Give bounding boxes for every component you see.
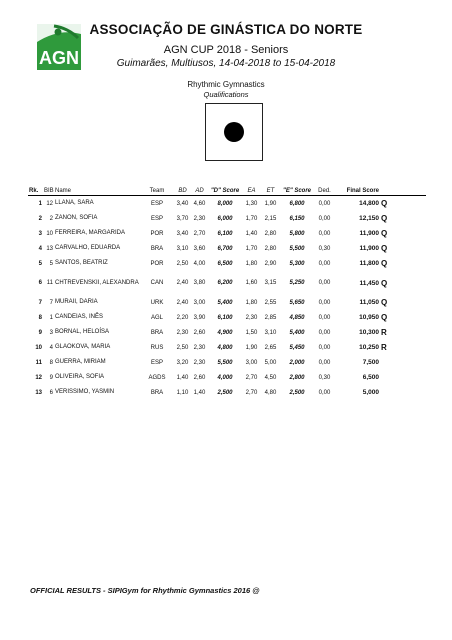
- et-value: 2,90: [264, 260, 277, 267]
- table-row: [28, 211, 426, 226]
- table-row: [28, 295, 426, 310]
- col-ded: Ded.: [318, 187, 331, 194]
- d-score: 6,700: [217, 245, 233, 252]
- rank: 13: [35, 389, 42, 396]
- table-row: [28, 340, 426, 355]
- col-bib: BIB: [44, 187, 54, 194]
- ea-value: 1,60: [245, 280, 258, 286]
- rank: 8: [38, 314, 42, 321]
- athlete-name: CANDEIAS, INÊS: [55, 314, 104, 320]
- rank: 5: [38, 260, 42, 267]
- deduction: 0,30: [318, 374, 331, 381]
- bib: 12: [46, 200, 53, 207]
- athlete-name: GUERRA, MIRIAM: [55, 359, 106, 365]
- col-et: ET: [266, 187, 275, 194]
- bib: 10: [46, 230, 53, 237]
- final-score: 6,500: [362, 374, 379, 381]
- rank: 12: [35, 374, 42, 381]
- col-qualification: [380, 186, 426, 196]
- rank: 9: [38, 329, 42, 336]
- bib: 9: [49, 374, 53, 381]
- final-score: 14,800: [359, 200, 379, 207]
- athlete-name: SANTOS, BEATRIZ: [55, 260, 108, 266]
- athlete-name: BORNAL, HELOÍSA: [55, 329, 110, 335]
- team: ESP: [150, 359, 163, 366]
- col-name: Name: [55, 187, 72, 194]
- d-score: 6,000: [217, 215, 233, 222]
- deduction: 0,00: [318, 260, 331, 267]
- ad-value: 2,30: [193, 359, 206, 366]
- ad-value: 2,60: [193, 374, 206, 381]
- results-table: [28, 186, 426, 400]
- ea-value: 1,50: [245, 329, 258, 336]
- bd-value: 1,10: [176, 389, 189, 396]
- d-score: 6,100: [217, 314, 233, 321]
- bib: 3: [49, 329, 53, 336]
- col-rank: Rk.: [29, 187, 39, 194]
- qualification-mark: Q: [381, 214, 388, 223]
- bd-value: 2,20: [176, 314, 189, 321]
- ad-value: 3,90: [193, 314, 206, 321]
- athlete-name: LLANA, SARA: [55, 200, 94, 206]
- table-row: [28, 325, 426, 340]
- et-value: 5,00: [264, 359, 277, 366]
- ea-value: 1,30: [245, 200, 258, 207]
- col-d-score: "D" Score: [210, 187, 240, 194]
- deduction: 0,00: [318, 280, 331, 286]
- e-score: 4,850: [289, 314, 305, 321]
- e-score: 5,650: [289, 299, 305, 306]
- final-score: 10,250: [359, 344, 379, 351]
- et-value: 4,50: [264, 374, 277, 381]
- team: URK: [150, 299, 164, 306]
- team: BRA: [150, 245, 164, 252]
- col-ad: AD: [195, 187, 204, 194]
- bib: 6: [49, 389, 53, 396]
- team: AGL: [150, 314, 163, 321]
- qualification-mark: Q: [381, 199, 388, 208]
- bd-value: 3,10: [176, 245, 189, 252]
- deduction: 0,00: [318, 215, 331, 222]
- bd-value: 3,20: [176, 359, 189, 366]
- table-row: [28, 370, 426, 385]
- rank: 11: [35, 359, 42, 366]
- organization-title: ASSOCIAÇÃO DE GINÁSTICA DO NORTE: [89, 22, 363, 37]
- bd-value: 2,50: [176, 344, 189, 351]
- rank: 3: [38, 230, 42, 237]
- et-value: 2,80: [264, 230, 277, 237]
- d-score: 4,800: [217, 344, 233, 351]
- et-value: 2,65: [264, 344, 277, 351]
- bib: 5: [49, 260, 53, 267]
- d-score: 2,500: [217, 389, 233, 396]
- e-score: 2,000: [289, 359, 305, 366]
- team: ESP: [150, 200, 163, 207]
- ea-value: 1,90: [245, 344, 258, 351]
- ad-value: 3,00: [193, 299, 206, 306]
- rank: 6: [38, 280, 42, 286]
- deduction: 0,00: [318, 200, 331, 207]
- qualification-mark: [380, 355, 426, 370]
- team: BRA: [150, 389, 164, 396]
- qualification-mark: R: [381, 343, 387, 352]
- table-row: [28, 241, 426, 256]
- bib: 1: [49, 314, 53, 321]
- qualification-mark: [380, 385, 426, 400]
- final-score: 11,050: [359, 299, 379, 306]
- deduction: 0,00: [318, 230, 331, 237]
- athlete-name: GLAOKOVA, MARIA: [55, 344, 111, 350]
- d-score: 4,000: [217, 374, 233, 381]
- bd-value: 2,30: [176, 329, 189, 336]
- table-row: [28, 226, 426, 241]
- et-value: 2,55: [264, 299, 277, 306]
- ad-value: 4,60: [193, 200, 206, 207]
- footer-official-results: OFFICIAL RESULTS - SIPIGym for Rhythmic Gymnastics 2016 @: [30, 586, 260, 595]
- col-bd: BD: [178, 187, 187, 194]
- ad-value: 3,60: [193, 245, 206, 252]
- team: BRA: [150, 329, 164, 336]
- athlete-name: CHTREVENSKII, ALEXANDRA: [55, 279, 139, 286]
- team: POR: [150, 230, 164, 237]
- qualification-mark: R: [381, 328, 387, 337]
- final-score: 11,900: [359, 230, 379, 237]
- et-value: 4,80: [264, 389, 277, 396]
- athlete-name: FERREIRA, MARGARIDA: [55, 230, 126, 236]
- bd-value: 3,40: [176, 230, 189, 237]
- qualification-mark: Q: [381, 313, 388, 322]
- d-score: 6,100: [217, 230, 233, 237]
- final-score: 5,000: [362, 389, 379, 396]
- d-score: 5,500: [217, 359, 233, 366]
- col-team: Team: [149, 187, 165, 194]
- e-score: 5,300: [289, 260, 305, 267]
- table-header: [28, 186, 426, 196]
- team: CAN: [150, 280, 164, 286]
- e-score: 2,500: [289, 389, 305, 396]
- bib: 13: [46, 245, 53, 252]
- bib: 11: [46, 280, 53, 286]
- d-score: 6,200: [217, 280, 233, 286]
- ea-value: 2,70: [245, 374, 258, 381]
- ball-icon: [224, 122, 244, 142]
- athlete-name: MURAII, DARIA: [55, 299, 98, 305]
- ea-value: 1,80: [245, 299, 258, 306]
- table-row: [28, 256, 426, 271]
- e-score: 5,800: [289, 230, 305, 237]
- team: ESP: [150, 215, 163, 222]
- e-score: 6,800: [289, 200, 305, 207]
- e-score: 6,150: [289, 215, 305, 222]
- rank: 1: [38, 200, 42, 207]
- deduction: 0,00: [318, 389, 331, 396]
- athlete-name: VERISSIMO, YASMIN: [55, 389, 115, 395]
- discipline: Rhythmic Gymnastics: [187, 80, 265, 89]
- d-score: 8,000: [217, 200, 233, 207]
- rank: 7: [38, 299, 42, 306]
- apparatus-box: [205, 103, 263, 161]
- table-row: [28, 385, 426, 400]
- qualification-mark: Q: [381, 278, 388, 288]
- ad-value: 2,30: [193, 344, 206, 351]
- team: AGDS: [148, 374, 166, 381]
- deduction: 0,00: [318, 344, 331, 351]
- col-e-score: "E" Score: [282, 187, 312, 194]
- et-value: 2,15: [264, 215, 277, 222]
- ad-value: 1,40: [193, 389, 206, 396]
- bd-value: 1,40: [176, 374, 189, 381]
- et-value: 2,80: [264, 245, 277, 252]
- d-score: 4,900: [217, 329, 233, 336]
- team: POR: [150, 260, 164, 267]
- et-value: 1,90: [264, 200, 277, 207]
- col-final-score: Final Score: [346, 187, 379, 194]
- table-row: [28, 355, 426, 370]
- deduction: 0,00: [318, 329, 331, 336]
- deduction: 0,00: [318, 359, 331, 366]
- ad-value: 4,00: [193, 260, 206, 267]
- bd-value: 3,70: [176, 215, 189, 222]
- et-value: 3,15: [264, 280, 277, 286]
- bd-value: 2,40: [176, 280, 189, 286]
- team: RUS: [150, 344, 164, 351]
- et-value: 3,10: [264, 329, 277, 336]
- competition-title: AGN CUP 2018 - Seniors: [163, 44, 289, 56]
- ea-value: 2,70: [245, 389, 258, 396]
- table-row: [28, 310, 426, 325]
- bib: 2: [49, 215, 53, 222]
- athlete-name: ZANON, SOFIA: [55, 215, 98, 221]
- venue-dates: Guimarães, Multiusos, 14-04-2018 to 15-04-2018: [116, 58, 336, 69]
- ea-value: 1,70: [245, 215, 258, 222]
- qualification-mark: Q: [381, 244, 388, 253]
- ea-value: 3,00: [245, 359, 258, 366]
- table-row: [28, 271, 426, 295]
- final-score: 10,950: [359, 314, 379, 321]
- ad-value: 3,80: [193, 280, 206, 286]
- final-score: 10,300: [359, 329, 379, 336]
- ea-value: 1,40: [245, 230, 258, 237]
- final-score: 11,450: [359, 279, 379, 287]
- rank: 4: [38, 245, 42, 252]
- qualification-mark: Q: [381, 259, 388, 268]
- bd-value: 2,40: [176, 299, 189, 306]
- final-score: 11,900: [359, 245, 379, 252]
- ad-value: 2,70: [193, 230, 206, 237]
- qualification-mark: Q: [381, 229, 388, 238]
- e-score: 5,450: [289, 344, 305, 351]
- rank: 10: [35, 344, 42, 351]
- deduction: 0,30: [318, 245, 331, 252]
- final-score: 11,800: [359, 260, 379, 267]
- bd-value: 2,50: [176, 260, 189, 267]
- final-score: 12,150: [359, 215, 379, 222]
- rank: 2: [38, 215, 42, 222]
- e-score: 5,400: [289, 329, 305, 336]
- bib: 7: [49, 299, 53, 306]
- ea-value: 1,70: [245, 245, 258, 252]
- deduction: 0,00: [318, 314, 331, 321]
- ad-value: 2,30: [193, 215, 206, 222]
- ea-value: 1,80: [245, 260, 258, 267]
- bib: 4: [49, 344, 53, 351]
- col-ea: EA: [247, 187, 256, 194]
- deduction: 0,00: [318, 299, 331, 306]
- et-value: 2,85: [264, 314, 277, 321]
- ea-value: 2,30: [245, 314, 258, 321]
- final-score: 7,500: [362, 359, 379, 366]
- qualification-mark: [380, 370, 426, 385]
- e-score: 2,800: [289, 374, 305, 381]
- e-score: 5,500: [289, 245, 305, 252]
- athlete-name: CARVALHO, EDUARDA: [55, 245, 121, 251]
- qualification-mark: Q: [381, 298, 388, 307]
- ad-value: 2,60: [193, 329, 206, 336]
- athlete-name: OLIVEIRA, SOFIA: [55, 374, 105, 380]
- bd-value: 3,40: [176, 200, 189, 207]
- e-score: 5,250: [289, 280, 305, 286]
- d-score: 5,400: [217, 299, 233, 306]
- phase: Qualifications: [203, 90, 249, 99]
- table-row: [28, 196, 426, 212]
- bib: 8: [49, 359, 53, 366]
- d-score: 6,500: [217, 260, 233, 267]
- logo-text: AGN: [39, 48, 79, 68]
